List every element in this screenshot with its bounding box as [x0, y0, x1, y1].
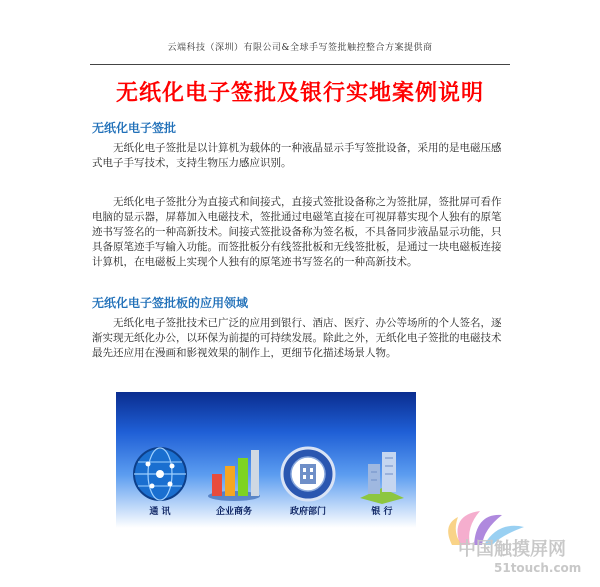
page-header: 云端科技（深圳）有限公司&全球手写签批触控整合方案提供商: [167, 43, 433, 53]
watermark-text: 中国触摸屏网: [458, 539, 566, 560]
bank-building-icon: [352, 444, 412, 504]
banner-label-business: 企业商务: [215, 507, 252, 517]
section-2-paragraph-1: 无纸化电子签批技术已广泛的应用到银行、酒店、医疗、办公等场所的个人签名，逐渐实现无纸化办公，以环保为前提的可持续发展。除此之外，无纸化电子签批的电磁技术最先还应用在漫画和影视效果的制作上，更细节化描述场景人物。: [92, 317, 502, 359]
header-rule: [90, 64, 510, 65]
section-heading-1: 无纸化电子签批: [92, 121, 177, 135]
banner-label-government: 政府部门: [289, 507, 326, 517]
watermark-url: 51touch.com: [494, 561, 582, 575]
bar-chart-icon: [204, 444, 264, 504]
section-1-paragraph-1: 无纸化电子签批是以计算机为载体的一种液晶显示手写签批设备，采用的是电磁压感式电子手写技术，支持生物压力感应识别。: [92, 142, 502, 169]
globe-icon: [130, 444, 190, 504]
emblem-icon: [278, 444, 338, 504]
section-heading-2: 无纸化电子签批板的应用领域: [92, 296, 249, 310]
application-banner: [116, 392, 416, 535]
section-1-paragraph-2: 无纸化电子签批分为直接式和间接式，直接式签批设备称之为签批屏，签批屏可看作电脑的显示器，屏幕加入电磁技术，签批通过电磁笔直接在可视屏幕实现个人独有的原笔迹书写签名的一种高新技术。间接式签批设备称为签名板，不具备同步液晶显示功能，只具备原笔迹手写输入功能。而签批板分有线签批板和无线签批板，是通过一块电磁板连接计算机，在电磁板上实现个人独有的原笔迹书写签名的一种高新技术。: [92, 196, 502, 268]
banner-label-communication: 通 讯: [149, 507, 171, 517]
document-title: 无纸化电子签批及银行实地案例说明: [115, 81, 484, 106]
banner-label-bank: 银 行: [371, 507, 393, 517]
